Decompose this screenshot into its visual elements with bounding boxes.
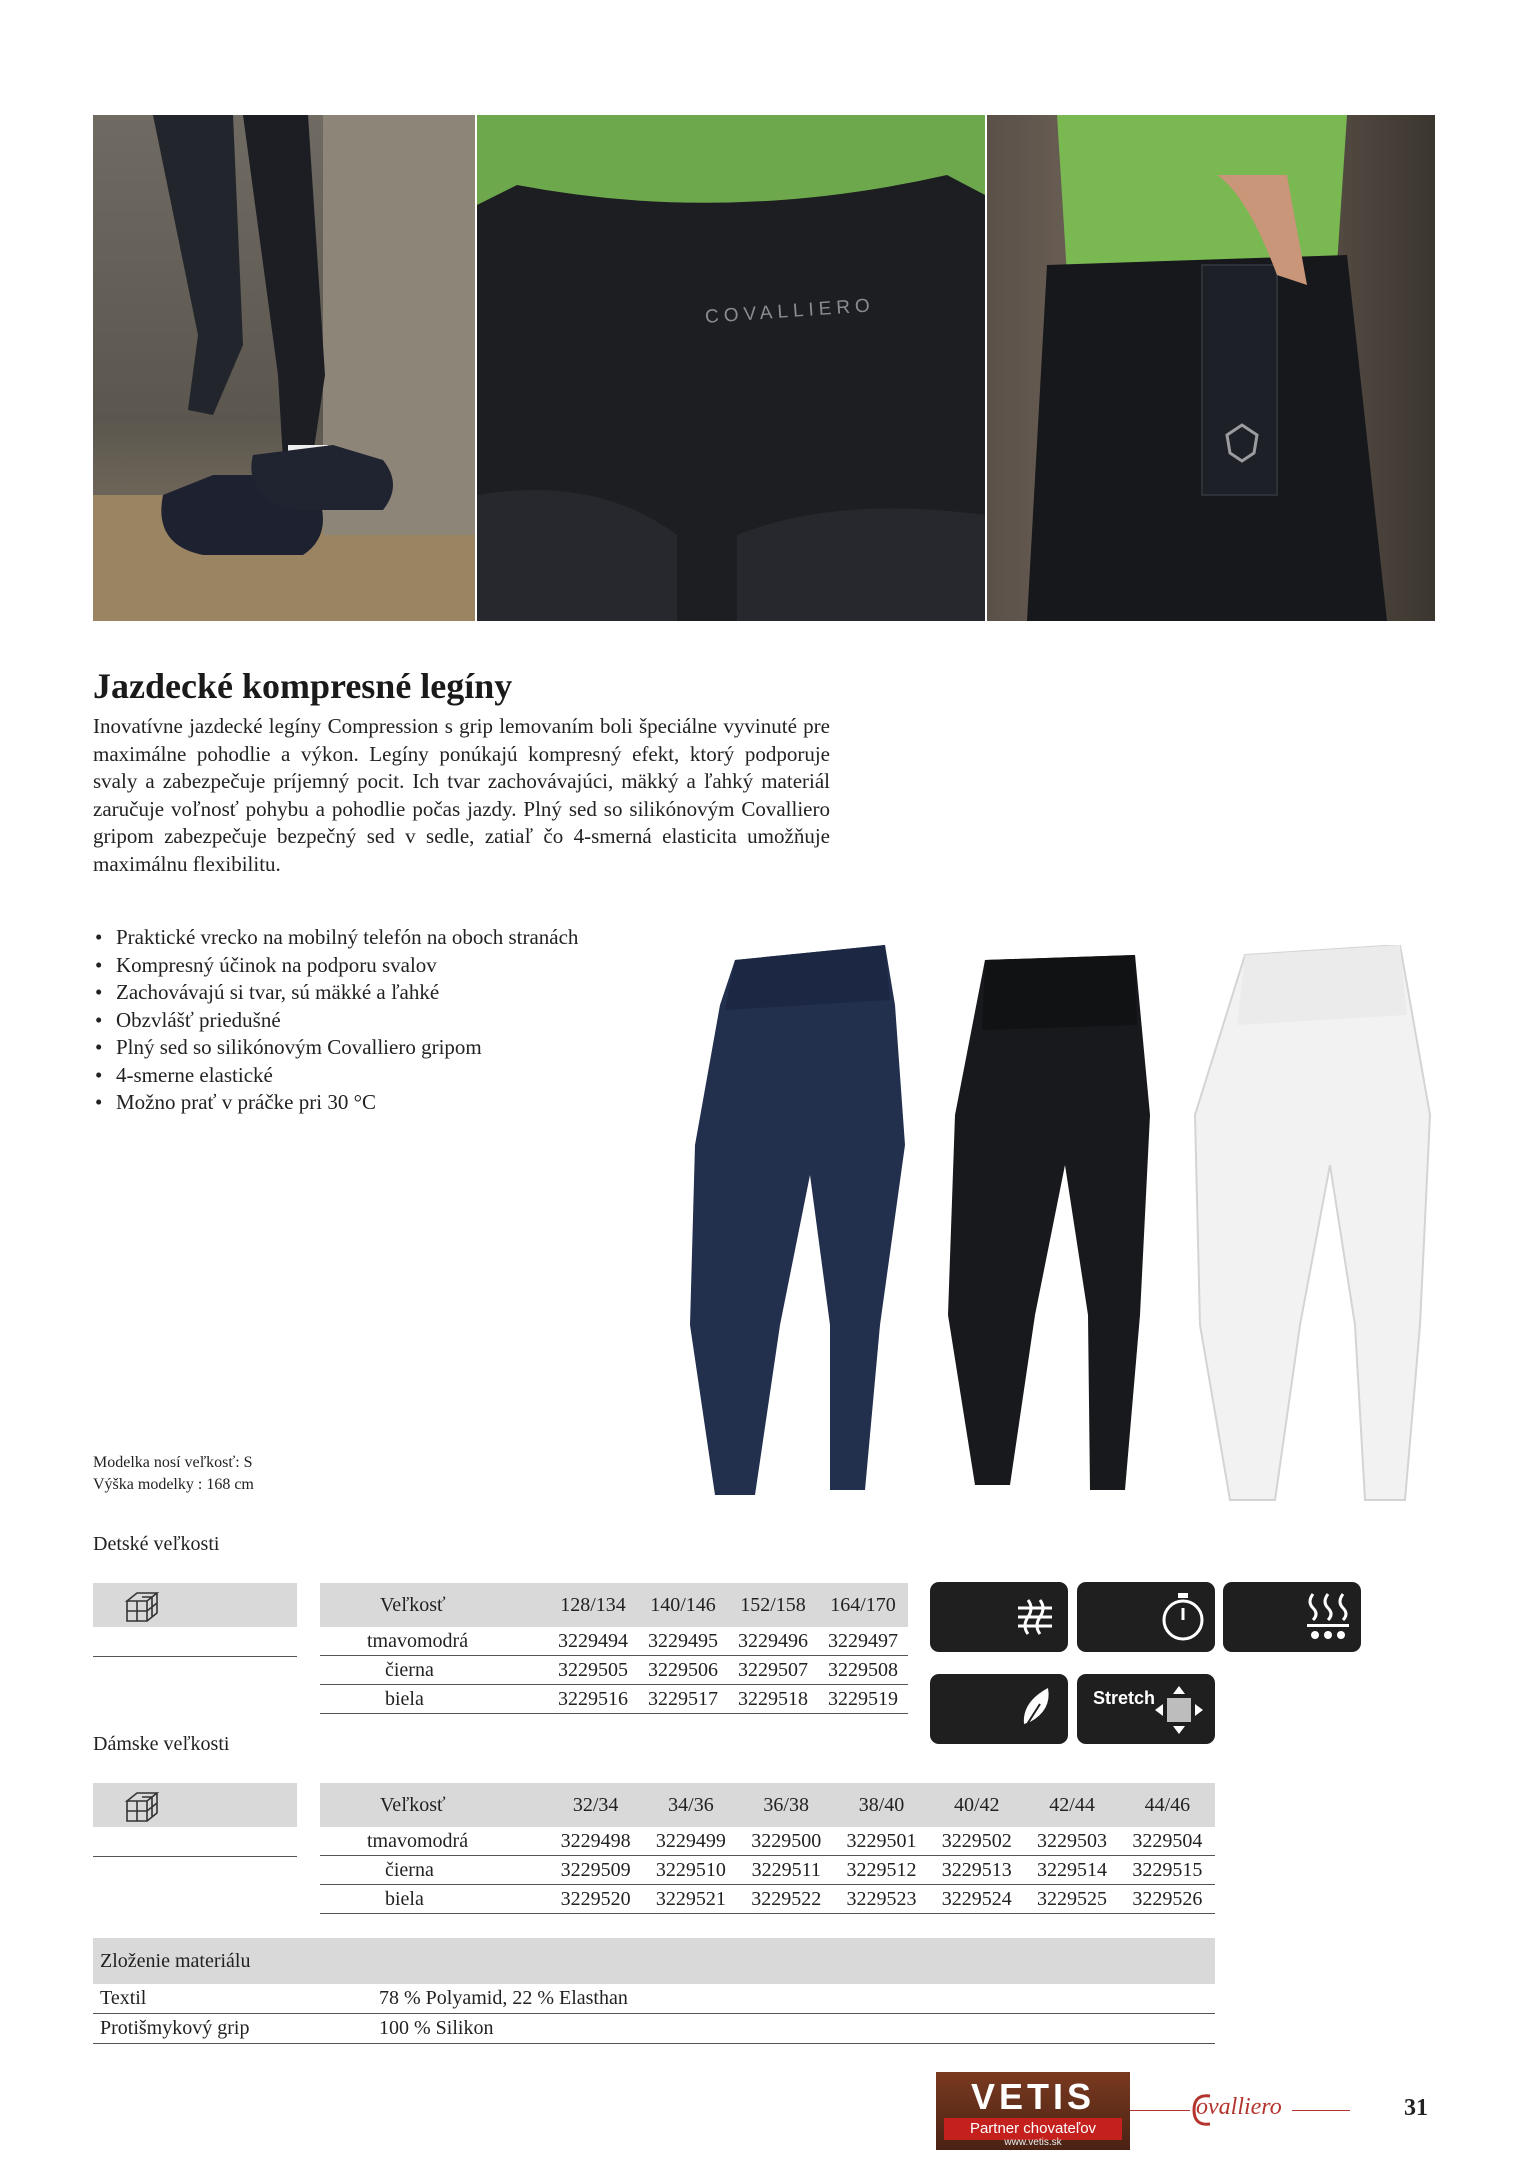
feature-item: • Zachovávajú si tvar, sú mäkké a ľahké: [93, 979, 586, 1007]
size-header: Veľkosť: [320, 1583, 548, 1627]
article-code: 3229523: [834, 1885, 929, 1914]
feature-item: • 4-smerne elastické: [93, 1062, 586, 1090]
size-col: 128/134: [548, 1583, 638, 1627]
package-icon: [123, 1789, 163, 1825]
article-code: 3229521: [643, 1885, 738, 1914]
article-code: 3229498: [548, 1827, 643, 1856]
material-name: Protišmykový grip: [93, 2014, 372, 2044]
model-info: [93, 1452, 254, 1496]
table-row: [320, 1627, 908, 1656]
article-code: 3229497: [818, 1627, 908, 1656]
article-code: 3229494: [548, 1627, 638, 1656]
size-col: 140/146: [638, 1583, 728, 1627]
kids-section-title: Detské veľkosti: [93, 1533, 220, 1555]
vetis-logo: [936, 2072, 1130, 2150]
covalliero-logo: [1130, 2090, 1350, 2130]
article-code: 3229505: [548, 1656, 638, 1685]
article-code: 3229503: [1024, 1827, 1119, 1856]
material-title: Zloženie materiálu: [93, 1938, 1215, 1984]
article-code: 3229499: [643, 1827, 738, 1856]
table-row: [93, 2014, 1215, 2044]
feature-item: • Kompresný účinok na podporu svalov: [93, 952, 586, 980]
feature-item: • Praktické vrecko na mobilný telefón na oboch stranách: [93, 924, 586, 952]
covalliero-name: ovalliero: [1196, 2094, 1282, 2120]
size-col: 36/38: [739, 1783, 834, 1827]
article-code: 3229525: [1024, 1885, 1119, 1914]
table-row: [320, 1656, 908, 1685]
article-code: 3229515: [1120, 1856, 1215, 1885]
color-name: biela: [320, 1685, 548, 1714]
package-icon: [123, 1589, 163, 1625]
table-row: [320, 1827, 1215, 1856]
size-col: 42/44: [1024, 1783, 1119, 1827]
photo-side-pocket: [987, 115, 1435, 621]
article-code: 3229507: [728, 1656, 818, 1685]
color-name: čierna: [320, 1856, 548, 1885]
article-code: 3229512: [834, 1856, 929, 1885]
article-code: 3229524: [929, 1885, 1024, 1914]
article-code: 3229526: [1120, 1885, 1215, 1914]
article-code: 3229520: [548, 1885, 643, 1914]
material-value: 78 % Polyamid, 22 % Elasthan: [372, 1984, 1215, 2014]
kids-package-panel: [93, 1583, 297, 1627]
article-code: 3229511: [739, 1856, 834, 1885]
color-name: biela: [320, 1885, 548, 1914]
color-name: tmavomodrá: [320, 1827, 548, 1856]
article-code: 3229518: [728, 1685, 818, 1714]
article-code: 3229516: [548, 1685, 638, 1714]
photo-waistband: [477, 115, 985, 621]
feature-list: [93, 924, 586, 1117]
quick-dry-feature-icon: [1077, 1582, 1215, 1652]
women-size-table: [320, 1783, 1215, 1914]
product-image-black: [940, 955, 1170, 1500]
stretch-label: Stretch: [1093, 1688, 1156, 1708]
article-code: 3229519: [818, 1685, 908, 1714]
size-col: 44/46: [1120, 1783, 1215, 1827]
waistband-brand: COVALLIERO: [704, 295, 876, 328]
article-code: 3229506: [638, 1656, 728, 1685]
material-value: 100 % Silikon: [372, 2014, 1215, 2044]
size-col: 40/42: [929, 1783, 1024, 1827]
stretch-feature-icon: [1077, 1674, 1215, 1744]
article-code: 3229496: [728, 1627, 818, 1656]
article-code: 3229517: [638, 1685, 728, 1714]
divider: [93, 1856, 297, 1857]
product-image-navy: [680, 945, 920, 1505]
model-size: Modelka nosí veľkosť: S: [93, 1454, 253, 1471]
lightweight-feature-icon: [930, 1674, 1068, 1744]
article-code: 3229502: [929, 1827, 1024, 1856]
vetis-url: www.vetis.sk: [1004, 2137, 1062, 2148]
divider: [1292, 2110, 1350, 2111]
women-section-title: Dámske veľkosti: [93, 1733, 230, 1755]
page-number: 31: [1404, 2095, 1428, 2121]
table-row: [320, 1685, 908, 1714]
size-col: 34/36: [643, 1783, 738, 1827]
feature-item: • Plný sed so silikónovým Covalliero gripom: [93, 1034, 586, 1062]
table-row: [93, 1984, 1215, 2014]
article-code: 3229504: [1120, 1827, 1215, 1856]
size-header: Veľkosť: [320, 1783, 548, 1827]
photo-riding-shoes: [93, 115, 475, 621]
divider: [93, 1656, 297, 1657]
model-height: Výška modelky : 168 cm: [93, 1476, 254, 1493]
women-package-panel: [93, 1783, 297, 1827]
size-col: 38/40: [834, 1783, 929, 1827]
article-code: 3229508: [818, 1656, 908, 1685]
color-name: čierna: [320, 1656, 548, 1685]
divider: [1130, 2110, 1190, 2111]
vetis-tagline: Partner chovateľov: [944, 2118, 1122, 2140]
vetis-name: VETIS: [970, 2076, 1096, 2117]
table-row: [320, 1885, 1215, 1914]
feature-item: • Možno prať v práčke pri 30 °C: [93, 1089, 586, 1117]
feature-item: • Obzvlášť priedušné: [93, 1007, 586, 1035]
article-code: 3229513: [929, 1856, 1024, 1885]
product-image-white: [1185, 945, 1440, 1510]
table-row: [320, 1856, 1215, 1885]
article-code: 3229514: [1024, 1856, 1119, 1885]
breathable-feature-icon: [930, 1582, 1068, 1652]
product-description: Inovatívne jazdecké legíny Compression s grip lemovaním boli špeciálne vyvinuté pre maximálne pohodlie a výkon. Legíny ponúkajú kompresný efekt, ktorý podporuje svaly a zabezpečuje príjemný pocit. Ich tvar zachovávajúci, mäkký a ľahký materiál zaručuje voľnosť pohybu a pohodlie počas jazdy. Plný sed so silikónovým Covalliero gripom zabezpečuje bezpečný sed v sedle, zatiaľ čo 4-smerná elasticita umožňuje maximálnu flexibilitu.: [93, 714, 830, 876]
article-code: 3229500: [739, 1827, 834, 1856]
article-code: 3229509: [548, 1856, 643, 1885]
size-col: 32/34: [548, 1783, 643, 1827]
article-code: 3229495: [638, 1627, 728, 1656]
article-code: 3229522: [739, 1885, 834, 1914]
article-code: 3229510: [643, 1856, 738, 1885]
material-table: [93, 1938, 1215, 2044]
material-name: Textil: [93, 1984, 372, 2014]
kids-size-table: [320, 1583, 908, 1714]
product-title: Jazdecké kompresné legíny: [93, 666, 513, 706]
heat-regulation-feature-icon: [1223, 1582, 1361, 1652]
article-code: 3229501: [834, 1827, 929, 1856]
color-name: tmavomodrá: [320, 1627, 548, 1656]
size-col: 164/170: [818, 1583, 908, 1627]
size-col: 152/158: [728, 1583, 818, 1627]
